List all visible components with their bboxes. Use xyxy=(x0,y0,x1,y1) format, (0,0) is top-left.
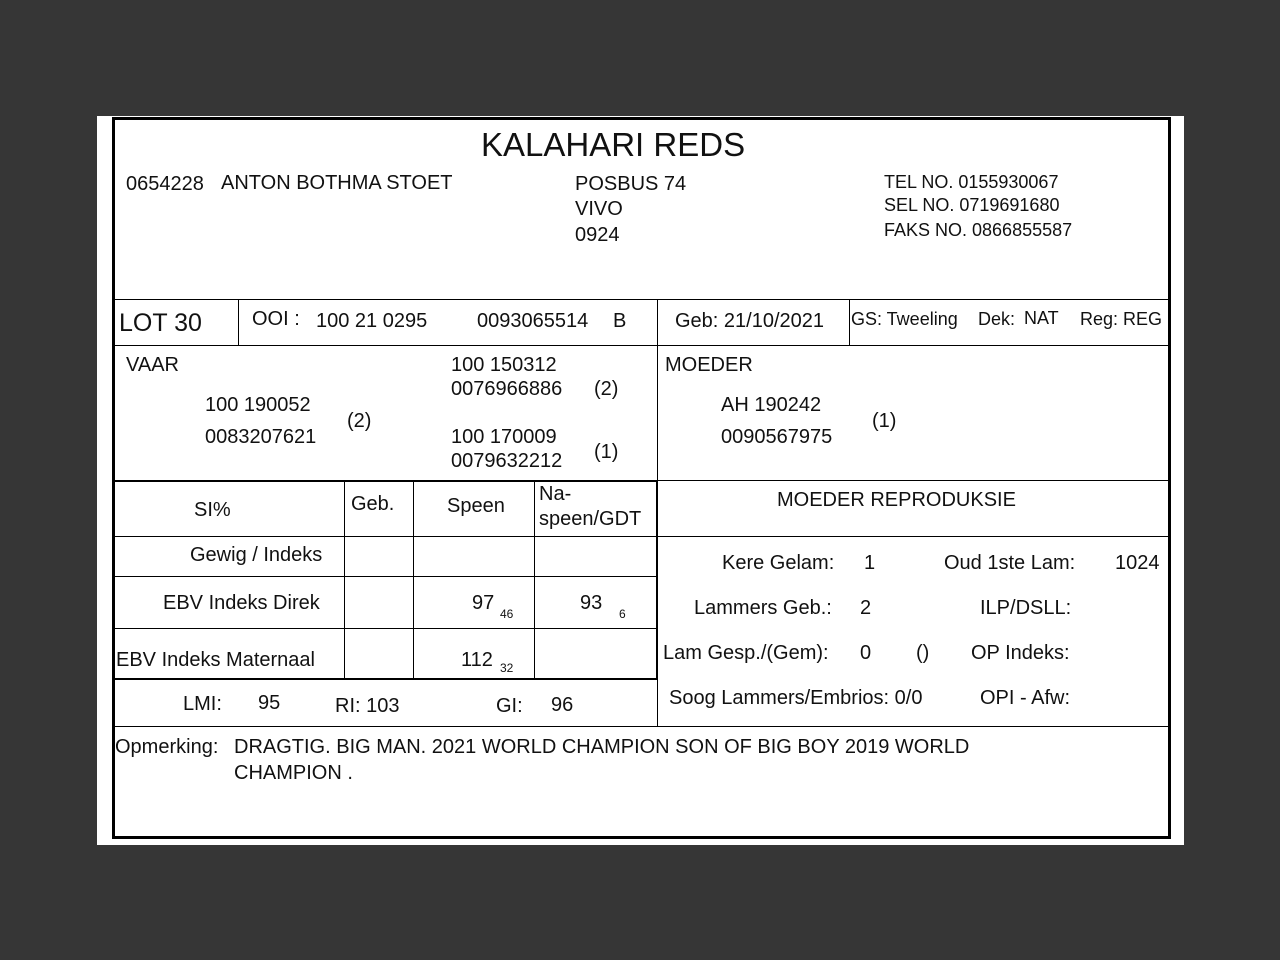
lmi-label: LMI: xyxy=(183,693,222,715)
reg-value: Reg: REG xyxy=(1080,309,1163,329)
vaar-sire-count: (2) xyxy=(594,378,619,400)
sel-number: SEL NO. 0719691680 xyxy=(884,195,1060,215)
direk-speen-accuracy: 46 xyxy=(500,607,514,621)
divider xyxy=(238,299,239,345)
soog-lammers: Soog Lammers/Embrios: 0/0 xyxy=(669,687,923,709)
row-gewig-label: Gewig / Indeks xyxy=(190,544,323,566)
birth-date: Geb: 21/10/2021 xyxy=(675,310,825,332)
faks-number: FAKS NO. 0866855587 xyxy=(884,220,1073,240)
direk-speen-value: 97 xyxy=(472,592,495,614)
ilp-dsll-label: ILP/DSLL: xyxy=(980,597,1072,619)
speen-header: Speen xyxy=(447,495,505,517)
stud-name: ANTON BOTHMA STOET xyxy=(221,172,453,194)
oud-lam-value: 1024 xyxy=(1115,552,1160,574)
op-indeks-label: OP Indeks: xyxy=(971,642,1070,664)
ooi-number: 100 21 0295 xyxy=(316,310,428,332)
si-header: SI% xyxy=(194,499,231,521)
divider xyxy=(113,726,1171,727)
maternaal-speen-accuracy: 32 xyxy=(500,661,514,675)
moeder-label: MOEDER xyxy=(665,354,753,376)
divider xyxy=(657,480,1171,481)
direk-naspeen-value: 93 xyxy=(580,592,603,614)
row-direk-label: EBV Indeks Direk xyxy=(163,592,320,614)
vaar-label: VAAR xyxy=(126,354,179,376)
lam-gesp-gem: () xyxy=(916,642,930,664)
divider xyxy=(534,482,535,678)
vaar-sire-id: 0076966886 xyxy=(451,378,563,400)
opi-afw-label: OPI - Afw: xyxy=(980,687,1071,709)
vaar-dam-number: 100 170009 xyxy=(451,426,557,448)
divider xyxy=(113,628,658,629)
lam-gesp-value: 0 xyxy=(860,642,872,664)
vaar-sire-number: 100 150312 xyxy=(451,354,557,376)
vaar-dam-count: (1) xyxy=(594,441,619,463)
oud-lam-label: Oud 1ste Lam: xyxy=(944,552,1076,574)
moeder-count: (1) xyxy=(872,410,897,432)
divider xyxy=(113,299,1171,300)
divider xyxy=(113,536,1171,537)
kere-gelam-value: 1 xyxy=(864,552,876,574)
divider xyxy=(113,345,1171,346)
lam-gesp-label: Lam Gesp./(Gem): xyxy=(663,642,829,664)
divider xyxy=(344,482,345,678)
divider xyxy=(657,680,658,726)
vaar-number: 100 190052 xyxy=(205,394,311,416)
naspeen-header-2: speen/GDT xyxy=(539,508,642,530)
divider xyxy=(113,678,658,680)
dek-value: NAT xyxy=(1024,308,1059,328)
divider xyxy=(849,299,850,345)
opmerking-line-1: DRAGTIG. BIG MAN. 2021 WORLD CHAMPION SON OF BIG BOY 2019 WORLD xyxy=(234,736,970,758)
lammers-geb-label: Lammers Geb.: xyxy=(694,597,832,619)
gs-value: GS: Tweeling xyxy=(851,309,958,329)
naspeen-header-1: Na- xyxy=(539,483,572,505)
ri-value: RI: 103 xyxy=(335,695,400,717)
divider xyxy=(113,480,658,482)
vaar-dam-id: 0079632212 xyxy=(451,450,563,472)
divider xyxy=(413,482,414,678)
opmerking-line-2: CHAMPION . xyxy=(234,762,353,784)
stud-number: 0654228 xyxy=(126,173,204,195)
direk-naspeen-accuracy: 6 xyxy=(619,607,626,621)
gi-value: 96 xyxy=(551,694,574,716)
dek-label: Dek: xyxy=(978,309,1016,329)
maternaal-speen-value: 112 xyxy=(461,649,493,671)
gi-label: GI: xyxy=(496,695,523,717)
ooi-code: B xyxy=(613,310,627,332)
divider xyxy=(657,345,658,480)
opmerking-label: Opmerking: xyxy=(115,736,219,758)
geb-header: Geb. xyxy=(351,493,395,515)
address-line-2: VIVO xyxy=(575,198,623,220)
divider xyxy=(657,299,658,345)
moeder-id: 0090567975 xyxy=(721,426,833,448)
divider xyxy=(113,576,658,577)
address-line-3: 0924 xyxy=(575,224,620,246)
breed-title: KALAHARI REDS xyxy=(481,126,746,163)
lmi-value: 95 xyxy=(258,692,281,714)
kere-gelam-label: Kere Gelam: xyxy=(722,552,835,574)
lammers-geb-value: 2 xyxy=(860,597,872,619)
lot-number: LOT 30 xyxy=(119,309,202,337)
ooi-label: OOI : xyxy=(252,308,300,330)
tel-number: TEL NO. 0155930067 xyxy=(884,172,1059,192)
ooi-id: 0093065514 xyxy=(477,310,589,332)
divider xyxy=(656,480,658,680)
vaar-id: 0083207621 xyxy=(205,426,317,448)
address-line-1: POSBUS 74 xyxy=(575,173,687,195)
row-maternaal-label: EBV Indeks Maternaal xyxy=(116,649,315,671)
vaar-count: (2) xyxy=(347,410,372,432)
reproduksie-title: MOEDER REPRODUKSIE xyxy=(777,489,1016,511)
moeder-number: AH 190242 xyxy=(721,394,822,416)
